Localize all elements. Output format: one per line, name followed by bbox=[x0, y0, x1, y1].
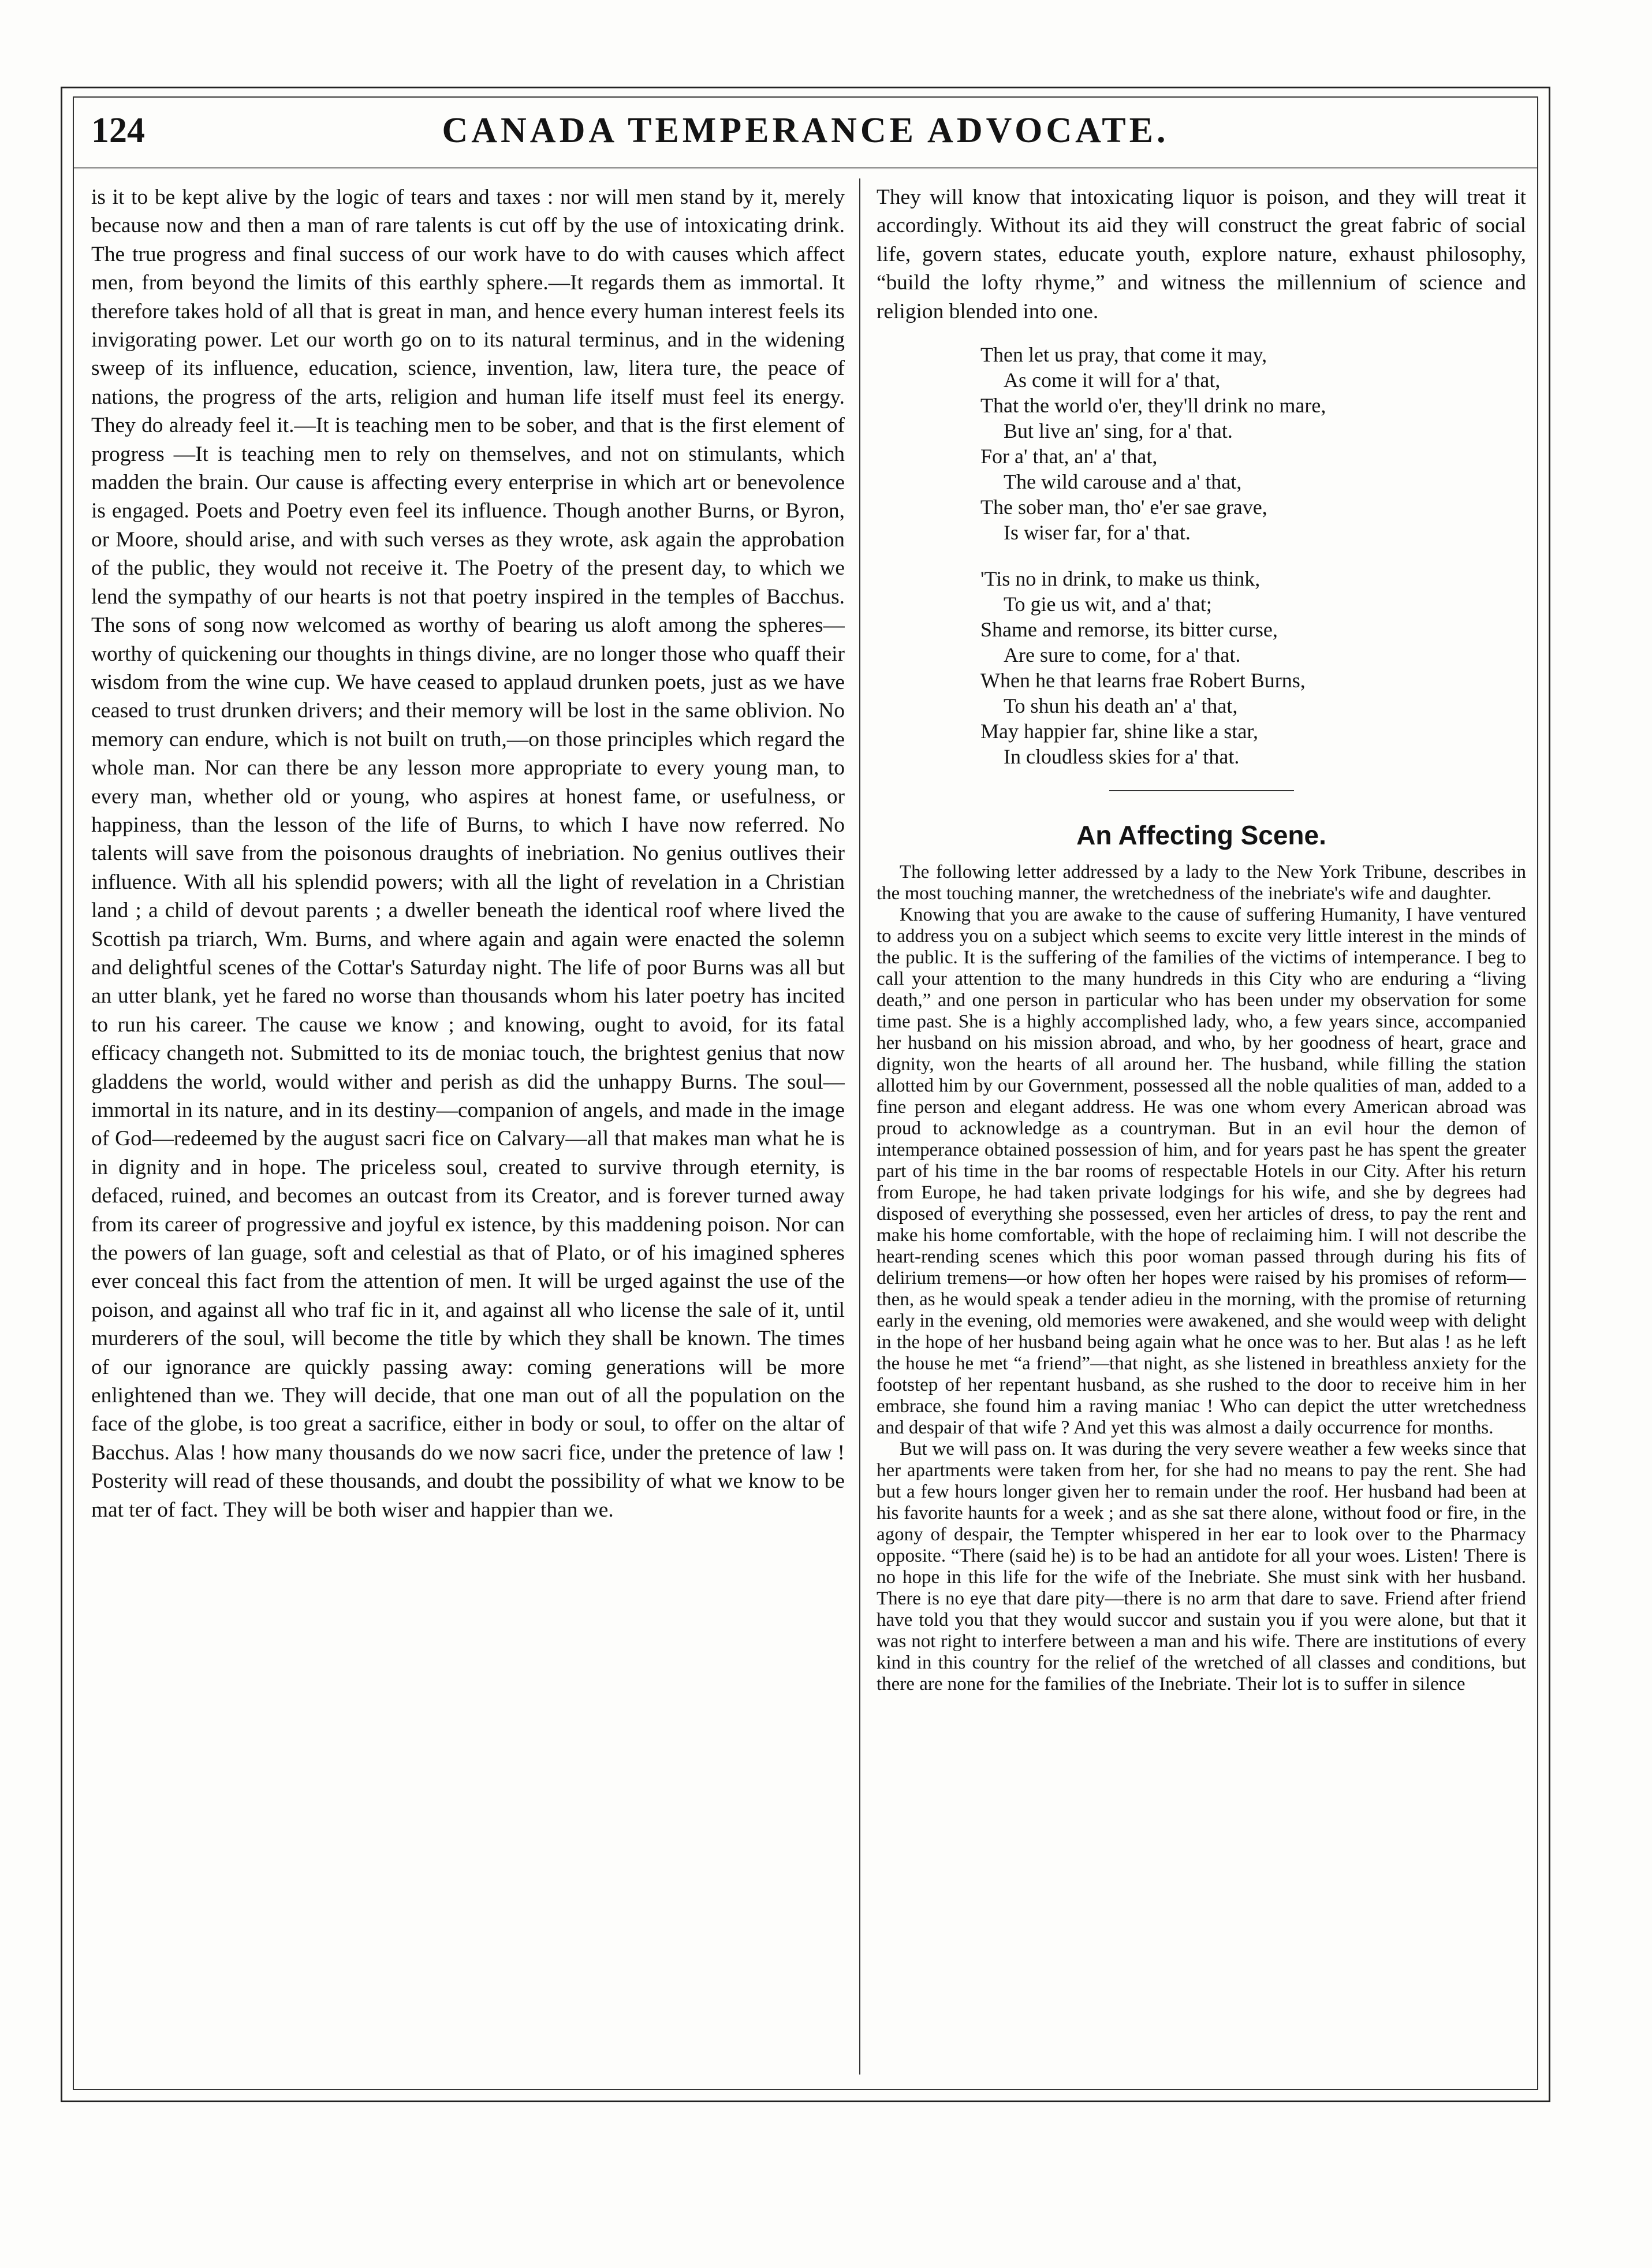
poem-stanza-1 bbox=[980, 342, 1526, 545]
poem-line: As come it will for a' that, bbox=[1004, 368, 1221, 392]
article-body bbox=[877, 862, 1526, 1695]
journal-title: CANADA TEMPERANCE ADVOCATE. bbox=[442, 111, 1169, 150]
poem-line: To gie us wit, and a' that; bbox=[1004, 593, 1212, 616]
poem-stanza-2 bbox=[980, 566, 1526, 769]
page-header bbox=[74, 98, 1537, 169]
page-frame bbox=[73, 96, 1538, 2090]
poem-line: To shun his death an' a' that, bbox=[1004, 694, 1238, 718]
poem-line: May happier far, shine like a star, bbox=[980, 720, 1258, 743]
poem bbox=[980, 342, 1526, 769]
letter-paragraph: But we will pass on. It was during the very severe weather a few weeks since that her apartments were taken from her, for she had no means to pay the rent. She had but a few hours longer given her to remain under the roof. Her husband had been at his favorite haunts for a week ; and as she sat there alone, without food or fire, in the agony of despair, the Tempter whispered in her ear to look over to the Pharmacy opposite. “There (said he) is to be had an antidote for all your woes. Listen! There is no hope in this life for the wife of the Inebriate. She must sink with her husband. There is no eye that dare pity—there is no arm that dare to save. Friend after friend have told you that they would succor and sustain you if you were alone, but that it was not right to interfere between a man and his wife. There are institutions of every kind in this country for the relief of the wretched of all classes and conditions, but there are none for the families of the Inebriate. Their lot is to suffer in silence bbox=[877, 1439, 1526, 1695]
page-number: 124 bbox=[91, 111, 145, 150]
poem-line: The sober man, tho' e'er sae grave, bbox=[980, 496, 1267, 519]
article-headline: An Affecting Scene. bbox=[1076, 820, 1326, 851]
poem-line: Then let us pray, that come it may, bbox=[980, 343, 1267, 367]
continuation-paragraph: They will know that intoxicating liquor is poison, and they will treat it accordingly. Without its aid they will construct the great fabric of social life, govern states, educate youth, explore nature, exhaust philosophy, “build the lofty rhyme,” and witness the millennium of science and religion blended into one. bbox=[877, 185, 1526, 323]
section-divider bbox=[1109, 790, 1294, 791]
poem-line: That the world o'er, they'll drink no mare, bbox=[980, 394, 1326, 418]
poem-line: The wild carouse and a' that, bbox=[1004, 470, 1242, 494]
poem-line: But live an' sing, for a' that. bbox=[1004, 419, 1233, 443]
poem-line: When he that learns frae Robert Burns, bbox=[980, 669, 1306, 692]
poem-line: Is wiser far, for a' that. bbox=[1004, 521, 1191, 545]
left-column bbox=[91, 183, 845, 2072]
letter-paragraph: Knowing that you are awake to the cause of suffering Humanity, I have ventured to address you on a subject which seems to excite very little interest in the minds of the public. It is the suffering of the families of the victims of intemperance. I beg to call your attention to the many hundreds in this City who are enduring a “living death,” and one person in particular who has been under my observation for some time past. She is a highly accomplished lady, who, a few years since, accompanied her husband on his mission abroad, and who, by her goodness of heart, grace and dignity, won the hearts of all around her. The husband, while filling the station allotted him by our Government, possessed all the noble qualities of man, added to a fine person and elegant address. He was one whom every American abroad was proud to acknowledge as a countryman. But in an evil hour the demon of intemperance obtained possession of him, and for years past he has spent the greater part of his time in the bar rooms of respectable Hotels in our City. After his return from Europe, he had taken private lodgings for his wife, and she by degrees had disposed of everything she possessed, even her articles of dress, to pay the rent and make his home comfortable, with the hope of reclaiming him. I will not describe the heart-rending scenes which this poor woman passed through during his fits of delirium tremens—or how often her hopes were raised by his promises of reform—then, as he would speak a tender adieu in the morning, with the promise of returning early in the evening, old memories were awakened, and she would weep with delight in the hope of her husband being again what he once was to her. But alas ! as he left the house he met “a friend”—that night, as she listened in breathless anxiety for the footstep of her repentant husband, as she rushed to the door to receive him in her embrace, she found him a raving maniac ! Who can depict the utter wretchedness and despair of that wife ? And yet this was almost a daily occurrence for months. bbox=[877, 904, 1526, 1439]
left-column-text: is it to be kept alive by the logic of tears and taxes : nor will men stand by it, merely because now and then a man of rare talents is cut off by the use of intoxicating drink. The true progress and final success of our work have to do with causes which affect men, from beyond the limits of this earthly sphere.—It regards them as immortal. It therefore takes hold of all that is great in man, and hence every human interest feels its invigorating power. Let our worth go on to its natural terminus, and in the widening sweep of its influence, education, science, invention, law, litera ture, the peace of nations, the progress of the arts, religion and human life itself must feel its energy. They do already feel it.—It is teaching men to be sober, and that is the first element of progress —It is teaching men to rely on themselves, and not on stimulants, which madden the brain. Our cause is affecting every enterprise in which art or benevolence is engaged. Poets and Poetry even feel its influence. Though another Burns, or Byron, or Moore, should arise, and with such verses as they wrote, ask again the approbation of the public, they would not receive it. The Poetry of the present day, to which we lend the sympathy of our hearts is not that poetry inspired in the temples of Bacchus. The sons of song now welcomed as worthy of bearing us aloft among the spheres—worthy of quickening our thoughts in things divine, are no longer those who quaff their wisdom from the wine cup. We have ceased to applaud drunken poets, just as we have ceased to trust drunken drivers; and their memory will be lost in the same oblivion. No memory can endure, which is not built on truth,—on those principles which regard the whole man. Nor can there be any lesson more appropriate to every young man, to every man, whether old or young, who aspires at honest fame, or usefulness, or happiness, than the lesson of the life of Burns, to which I have now referred. No talents will save from the poisonous draughts of inebriation. No genius outlives their influence. With all his splendid powers; with all the light of revelation in a Christian land ; a child of devout parents ; a dweller beneath the identical roof where lived the Scottish pa triarch, Wm. Burns, and where again and again were enacted the solemn and delightful scenes of the Cottar's Saturday night. The life of poor Burns was all but an utter blank, yet he fared no worse than thousands whom his later poetry has incited to run his career. The cause we know ; and knowing, ought to avoid, for its fatal efficacy changeth not. Submitted to its de moniac touch, the brightest genius that now gladdens the world, would wither and perish as did the unhappy Burns. The soul— immortal in its nature, and in its destiny—companion of angels, and made in the image of God—redeemed by the august sacri fice on Calvary—all that makes man what he is in dignity and in hope. The priceless soul, created to survive through eternity, is defaced, ruined, and becomes an outcast from its Creator, and is forever turned away from its career of progressive and joyful ex istence, by this maddening poison. Nor can the powers of lan guage, soft and celestial as that of Plato, or of his imagined spheres ever conceal this fact from the attention of men. It will be urged against the use of the poison, and against all who traf fic in it, and against all who license the sale of it, until murderers of the soul, will become the title by which they shall be known. The times of our ignorance are quickly passing away: coming generations will be more enlightened than we. They will decide, that one man out of all the population on the face of the globe, is too great a sacrifice, either in body or soul, to offer on the altar of Bacchus. Alas ! how many thousands do we now sacri fice, under the pretence of law ! Posterity will read of these thousands, and doubt the possibility of what we know to be mat ter of fact. They will be both wiser and happier than we. bbox=[91, 185, 845, 1522]
poem-line: Are sure to come, for a' that. bbox=[1004, 643, 1241, 667]
poem-line: For a' that, an' a' that, bbox=[980, 445, 1158, 468]
poem-line: Shame and remorse, its bitter curse, bbox=[980, 618, 1278, 642]
article-intro: The following letter addressed by a lady to the New York Tribune, describes in the most touching manner, the wretchedness of the inebriate's wife and daughter. bbox=[877, 862, 1526, 904]
column-divider bbox=[859, 178, 860, 2075]
newspaper-page bbox=[61, 87, 1550, 2102]
poem-line: In cloudless skies for a' that. bbox=[1004, 745, 1240, 769]
right-column bbox=[877, 183, 1526, 2072]
poem-line: 'Tis no in drink, to make us think, bbox=[980, 567, 1261, 591]
